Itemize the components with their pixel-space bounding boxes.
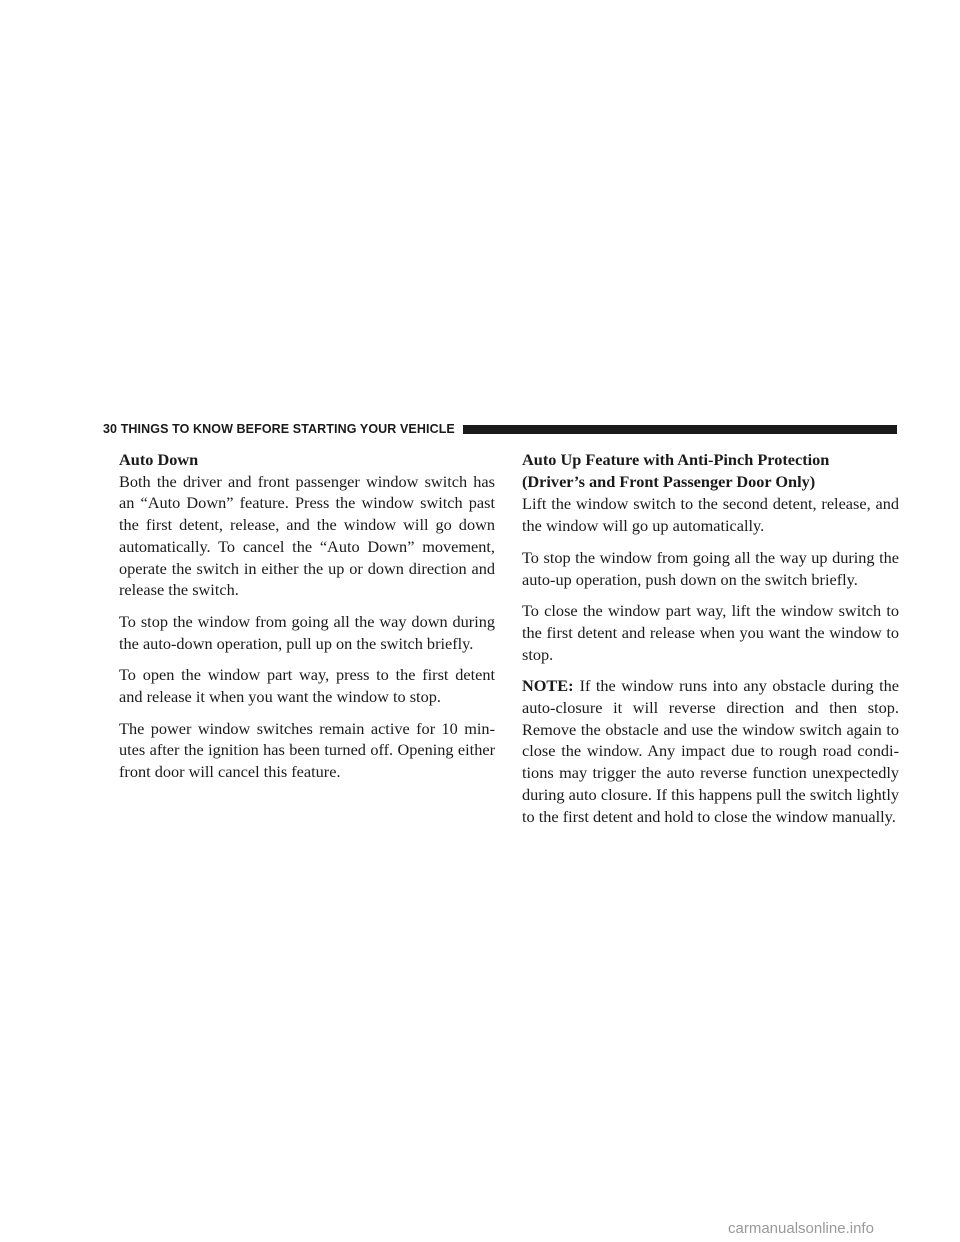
note-label: NOTE: [522,676,574,696]
left-paragraph-1: Both the driver and front passenger window switch has an “Auto Down” feature. Press the window switch past the first detent, release, and the window will go down automatically. To cancel the “Auto Down” movement, operate the switch in either the up or down direction and release the switch. [119,471,495,600]
page-number: 30 [103,422,118,436]
header-rule [463,425,897,434]
auto-up-heading-line2: (Driver’s and Front Passenger Door Only) [522,471,816,491]
left-paragraph-3: To open the window part way, press to the first detent and release it when you want the window to stop. [119,665,495,707]
running-header [103,420,897,438]
watermark: carmanualsonline.info [728,1220,874,1237]
right-paragraph-3: To close the window part way, lift the window switch to the first detent and release when you want the window to stop. [522,601,899,664]
right-paragraph-1: Lift the window switch to the second detent, release, and the window will go up automatically. [522,494,899,536]
right-paragraph-2: To stop the window from going all the way up during the auto-up operation, push down on the switch briefly. [522,547,899,589]
section-title: THINGS TO KNOW BEFORE STARTING YOUR VEHICLE [120,422,455,436]
left-paragraph-4: The power window switches remain active for 10 min- utes after the ignition has been turned off. Opening either front door will cancel this feature. [119,718,495,782]
right-column [522,449,899,837]
auto-up-heading-line1: Auto Up Feature with Anti-Pinch Protection [522,450,830,469]
left-paragraph-2: To stop the window from going all the way down during the auto-down operation, pull up on the switch briefly. [119,611,495,653]
left-column [119,449,495,793]
auto-down-heading: Auto Down [119,450,199,469]
note-paragraph [522,675,899,827]
note-text: If the window runs into any obstacle during the auto-closure it will reverse direction and then stop. Remove the obstacle and use the window switch again to close the window. Any impact due to rough road condi- tions may trigger the auto reverse function unexpectedly during auto closure. If this happens pull the switch lightly to the first detent and hold to close the window manually. [522,676,899,826]
header-label [103,422,455,436]
